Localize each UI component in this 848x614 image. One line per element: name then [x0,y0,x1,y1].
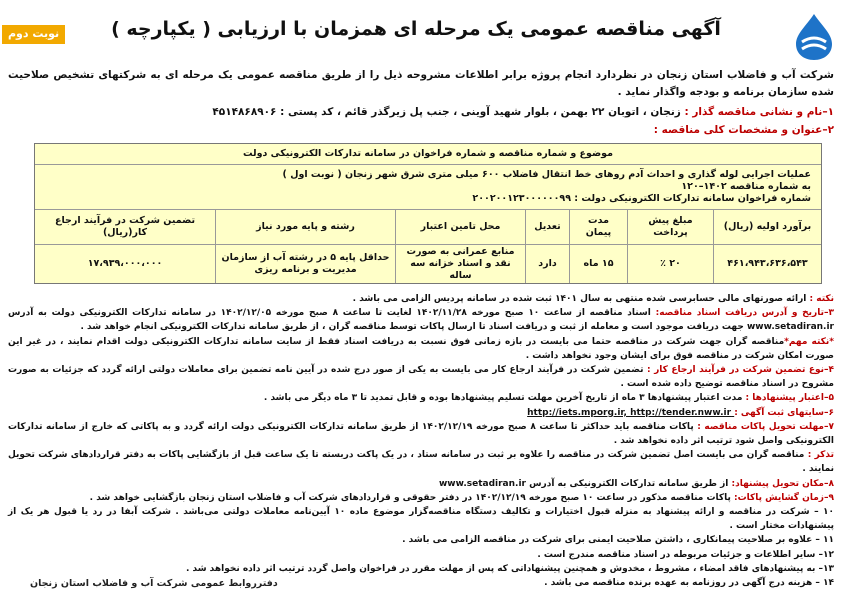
public-relations-signature [30,577,278,590]
col-header-duration: مدت پیمان [569,210,627,245]
project-description [35,165,821,210]
list-item: ۱۴ – هزینه درج آگهی در روزنامه به عهده برنده مناقصه می باشد . [544,578,834,589]
list-item: ۳–تاریخ و آدرس دریافت اسناد مناقصه: اسناد مناقصه از ساعت ۱۰ صبح مورخه ۱۴۰۲/۱۱/۲۸ لغایت تا ساعت ۸ صبح مورخه ۱۴۰۲/۱۲/۰۵ در سامانه تدارکات الکترونیکی دولت به آدرس www.setadiran.ir جهت دریافت موجود است و معامله از ثبت و دریافت اسناد تا ارسال پاکات توسط مناقصه گران ، از طریق سامانه تدارکات الکترونیکی انجام خواهد شد . [8,308,834,333]
col-header-funding: محل تامین اعتبار [395,210,525,245]
section-tenderer-label: ۱–نام و نشانی مناقصه گذار : [684,106,834,118]
col-header-grade: رشته و پایه مورد نیاز [215,210,395,245]
list-item: ۱۰ – شرکت در مناقصه و ارائه پیشنهاد به منزله قبول اختیارات و تکالیف دستگاه مناقصه‌گزار موضوع ماده ۱۰ آیین‌نامه معاملات دولتی می‌باشد . شرکت آبفا در رد یا قبول هر یک از پیشنهادات مختار است . [8,507,834,532]
col-header-adjustment: تعدیل [525,210,569,245]
list-item: نکته : ارائه صورتهای مالی حسابرسی شده منتهی به سال ۱۴۰۱ ثبت شده در سامانه پردیس الزامی می باشد . [352,294,834,304]
list-item: *نکته مهم*مناقصه گران جهت شرکت در مناقصه حتما می بایست در بازه زمانی فوق نسبت به دریافت اسناد فقط از سایت سامانه تدارکات الکترونیکی دولت اقدام نمایند ، در غیر این صورت امکان شرکت در مناقصه فوق برای ایشان وجود نخواهد داشت . [8,336,834,361]
list-item: ۵–اعتبار پیشنهادها : مدت اعتبار پیشنهادها ۳ ماه از تاریخ آخرین مهلت تسلیم پیشنهادها بوده و قابل تمدید تا ۳ ماه دیگر می باشد . [263,393,834,404]
list-item: ۱۳– به پیشنهادهای فاقد امضاء ، مشروط ، مخدوش و همچنین پیشنهاداتی که پس از مهلت مقرر در فراخوان واصل گردد ترتیب اثر داده نخواهد شد . [185,563,834,574]
project-line-3: شماره فراخوان سامانه تدارکات الکترونیکی دولت : ۲۰۰۲۰۰۱۲۳۰۰۰۰۰۰۹۹ [472,193,811,204]
section-tenderer-text: زنجان ، اتوبان ۲۲ بهمن ، بلوار شهید آوینی ، جنب پل زیرگذر قائم ، کد پستی : ۴۵۱۴۸۶۸۹۰۶ [212,106,681,118]
intro-paragraph: شرکت آب و فاضلاب استان زنجان در نظردارد انجام پروژه برابر اطلاعات مشروحه ذیل را از طریق مناقصه عمومی یک مرحله ای به شرکتهای تشخیص صلاحیت شده سازمان برنامه و بودجه واگذار نماید . [8,69,834,98]
tender-table [34,143,822,284]
cell-estimate: ۴۶۱،۹۴۳،۶۳۶،۵۴۳ [713,245,821,283]
table-row [35,245,821,283]
section-title-specs [8,122,834,139]
list-item: تذکر : مناقصه گران می بایست اصل تضمین شرکت در مناقصه را علاوه بر ثبت در سامانه ستاد ، در یک پاکت دربسته تا یک ساعت قبل از بازگشایی پاکات به دفتر قراردادهای شرکت تحویل نمایند . [8,450,834,475]
project-line-1: عملیات اجرایی لوله گذاری و احداث آدم روهای خط انتقال فاضلاب ۶۰۰ میلی متری شرق شهر زنجان ( نوبت اول ) [282,169,811,180]
list-item: ۸–مکان تحویل پیشنهاد: از طریق سامانه تدارکات الکترونیکی به آدرس www.setadiran.ir [438,478,834,489]
section-tenderer [8,104,834,121]
table-heading: موضوع و شماره مناقصه و شماره فراخوان در سامانه تدارکات الکترونیکی دولت [35,144,821,165]
list-item: ۹–زمان گشایش پاکات: پاکات مناقصه مذکور در ساعت ۱۰ صبح مورخه ۱۴۰۲/۱۲/۱۹ در دفتر حقوقی و قراردادهای شرکت آب و فاضلاب استان زنجان بازگشایی خواهد شد . [89,492,834,503]
water-drop-logo-icon [784,12,844,62]
cell-guarantee: ۱۷،۹۳۹،۰۰۰،۰۰۰ [87,258,163,269]
list-item: ۱۱ – علاوه بر صلاحیت پیمانکاری ، داشتن صلاحیت ایمنی برای شرکت در مناقصه الزامی می باشد . [402,535,834,546]
project-line-2: به شماره مناقصه ۱۴۰۲–۱۲۰ [681,181,811,192]
col-header-guarantee: تضمین شرکت در فرآیند ارجاع کار(ریال) [35,210,215,245]
registration-sites-link[interactable]: http://iets.mporg.ir, http://tender.nww.ir [527,407,735,418]
list-item: ۱۲– سایر اطلاعات و جزئیات مربوطه در اسناد مناقصه مندرج است . [537,549,834,560]
list-item: ۷–مهلت تحویل پاکات مناقصه : پاکات مناقصه باید حداکثر تا ساعت ۸ صبح مورخه ۱۴۰۲/۱۲/۱۹ از طریق سامانه تدارکات الکترونیکی دولت ارائه گردد و به پاکاتی که خارج از سامانه تدارکات الکترونیکی واصل شود ترتیب اثر داده نخواهد شد . [8,421,834,447]
cell-adjustment: دارد [525,245,569,283]
list-item: ۴–نوع تضمین شرکت در فرآیند ارجاع کار : تضمین شرکت در فرآیند ارجاع کار می بایست به یکی از صور درج شده در آیین نامه تضمین برای معاملات دولتی ارائه گردد که جزئیات به صورت مشروح در اسناد مناقصه توضیح داده شده است . [8,365,834,390]
ad-title: آگهی مناقصه عمومی یک مرحله ای همزمان با ارزیابی ( یکپارچه ) [111,18,721,40]
round-badge: نوبت دوم [2,25,65,44]
cell-duration: ۱۵ ماه [569,245,627,283]
cell-prepayment: ۲۰ ٪ [627,245,713,283]
cell-grade: حداقل پایه ۵ در رشته آب از سازمان مدیریت و برنامه ریزی [215,245,395,283]
section-title-specs-label: ۲–عنوان و مشخصات کلی مناقصه : [653,124,834,136]
footer-line-1: دفترروابط عمومی شرکت آب و فاضلاب استان زنجان [30,578,278,589]
list-item: ۶–سایتهای ثبت آگهی : http://iets.mporg.ir, http://tender.nww.ir [527,407,834,418]
col-header-prepayment: مبلغ پیش پرداخت [627,210,713,245]
cell-funding: منابع عمرانی به صورت نقد و اسناد خزانه سه ساله [395,245,525,283]
notes-list [8,292,834,590]
table-header-row [35,210,821,245]
col-header-estimate: برآورد اولیه (ریال) [713,210,821,245]
